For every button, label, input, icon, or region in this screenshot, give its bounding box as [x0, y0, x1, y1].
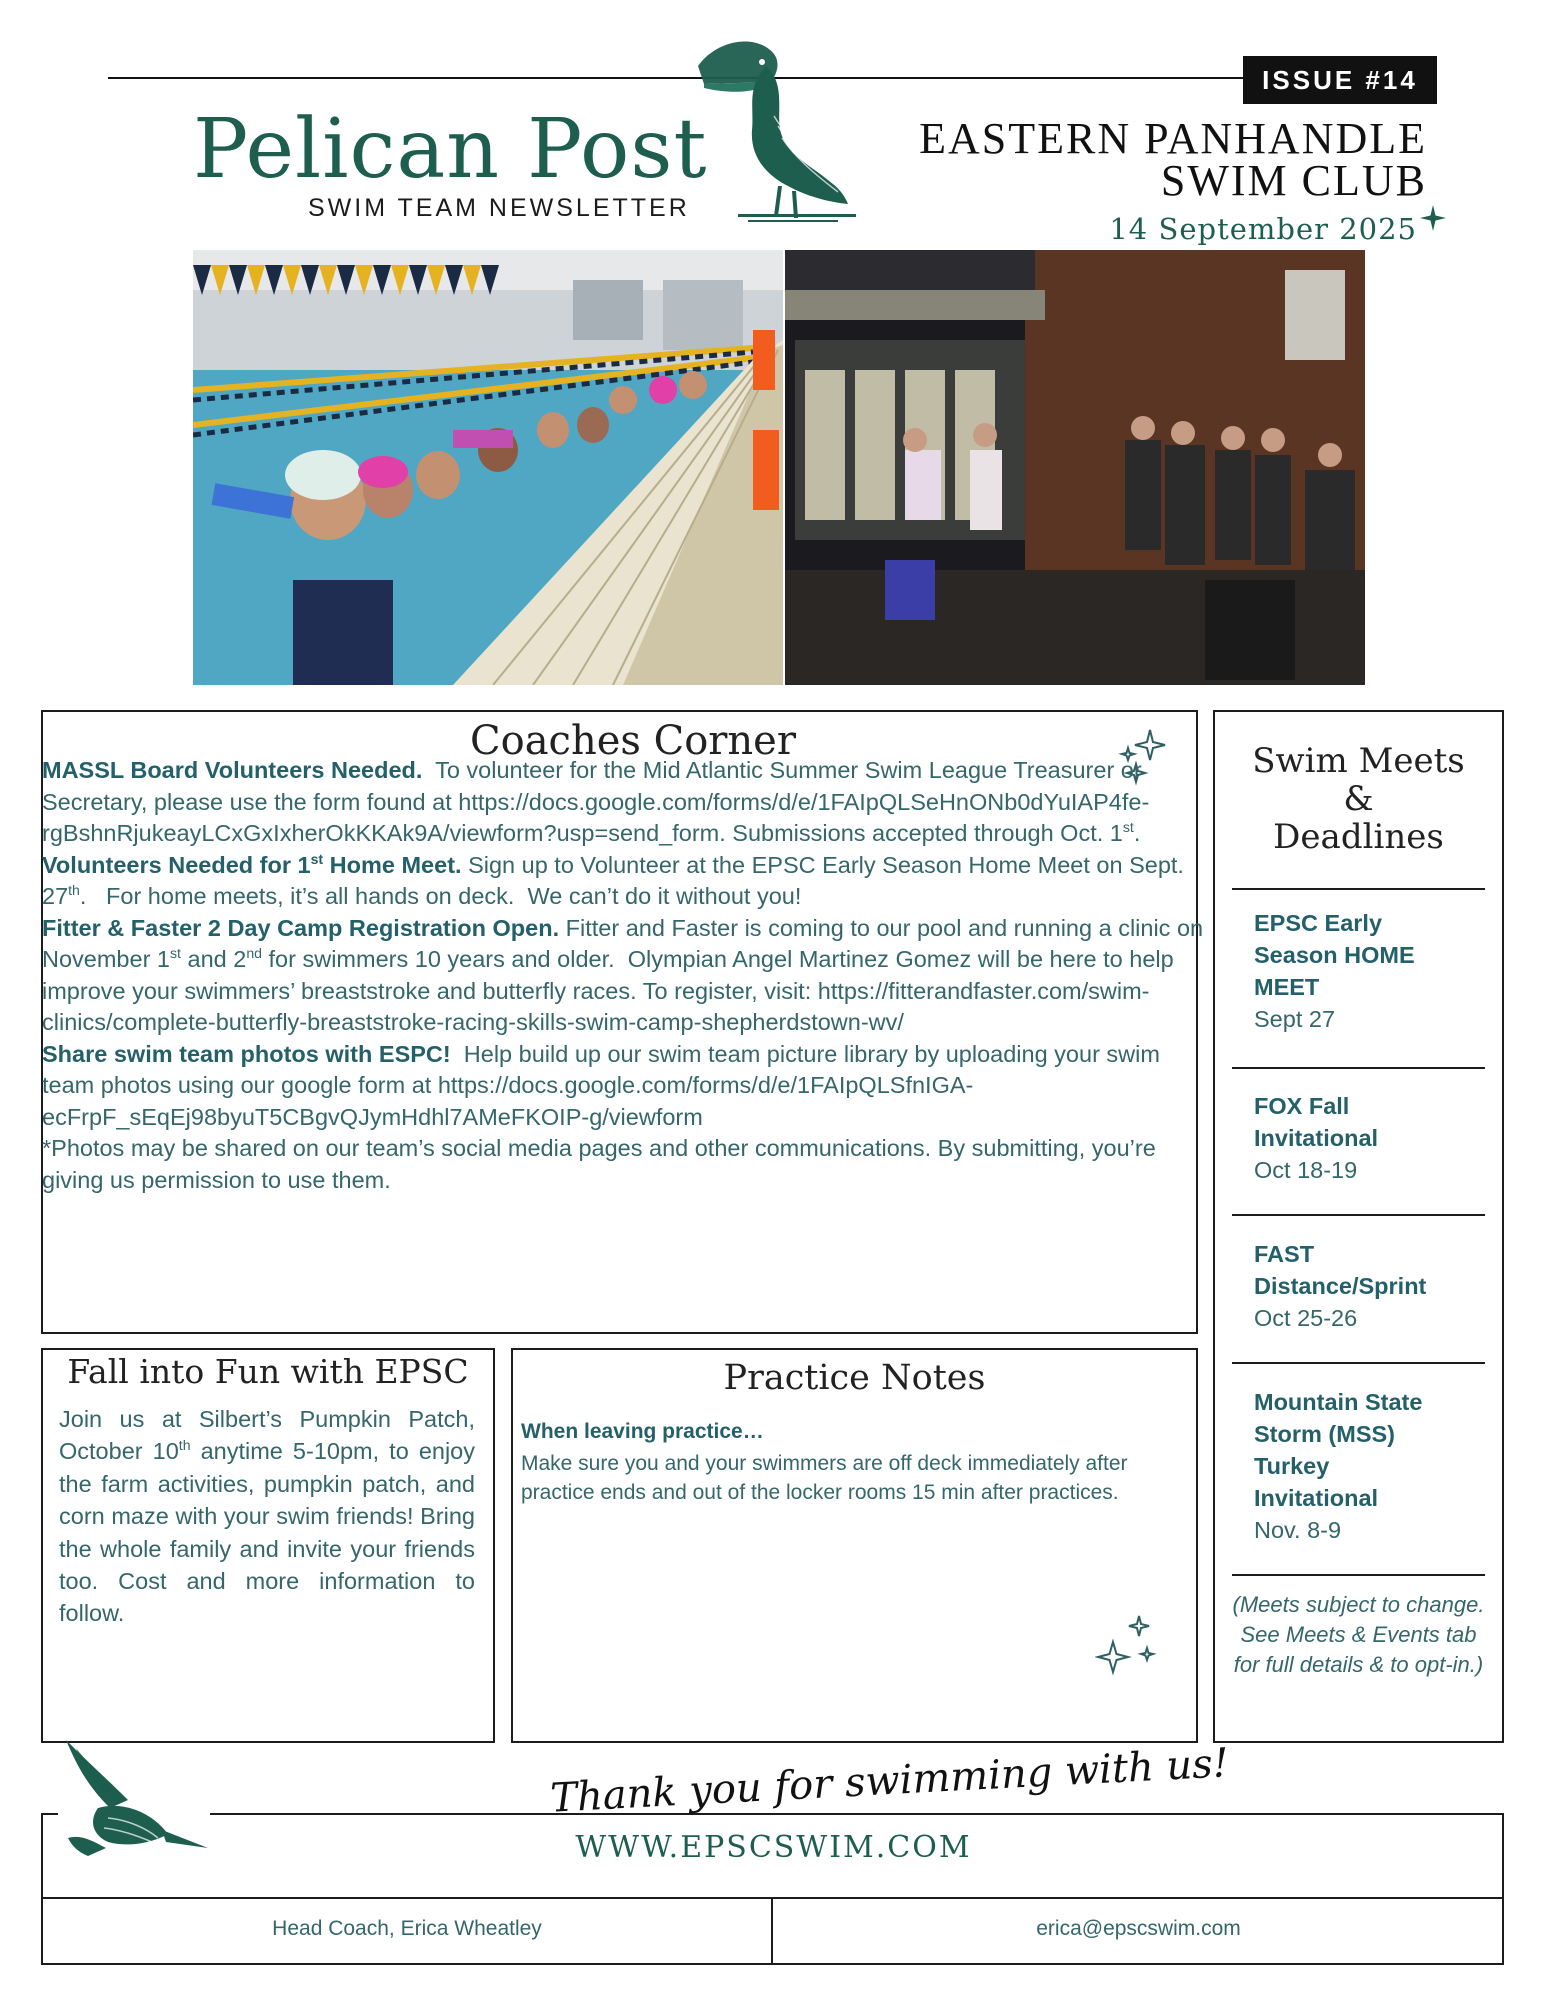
divider	[1232, 1067, 1485, 1069]
coaches-item-massl: MASSL Board Volunteers Needed. To volunteer for the Mid Atlantic Summer Swim League Treasurer or Secretary, please use the form found at https://docs.google.com/forms/d/e/1FAIpQLSeHnONb0dYuIAP4fe-rgBshnRjukeayLCxGxIxherOkKKAk9A/viewform?usp=send_form. Submissions accepted through Oct. 1st.	[42, 757, 1150, 846]
coaches-corner-body	[42, 755, 1212, 1196]
coach-email-link[interactable]: erica@epscswim.com	[1036, 1917, 1241, 1940]
fall-event-body: Join us at Silbert’s Pumpkin Patch, October 10th anytime 5-10pm, to enjoy the farm activities, pumpkin patch, and corn maze with your swim friends! Bring the whole family and invite your friends too. Cost and more information to follow.	[59, 1406, 475, 1627]
issue-badge: ISSUE #14	[1243, 56, 1437, 104]
meet-date: Oct 18-19	[1254, 1157, 1358, 1183]
practice-notes-body: Make sure you and your swimmers are off deck immediately after practice ends and out of the locker rooms 15 min after practices.	[521, 1452, 1128, 1504]
item-heading: MASSL Board Volunteers Needed.	[42, 757, 423, 783]
thank-you-signature: Thank you for swimming with us!	[549, 1740, 1230, 1822]
pool-photo	[193, 250, 783, 685]
club-name: EASTERN PANHANDLE SWIM CLUB	[919, 114, 1427, 205]
pelican-logo-icon	[678, 26, 864, 226]
coaches-item-photos: Share swim team photos with ESPC! Help build up our swim team picture library by uploading your swim team photos using our google form at https://docs.google.com/forms/d/e/1FAIpQLSfnIGA-ecFrpF_sEqEj98byuT5CBgvQJymHdhl7AMeFKOIP-g/viewform	[42, 1040, 1160, 1130]
coaches-item-disclaimer: *Photos may be shared on our team’s social media pages and other communications. By submitting, you’re giving us permission to use them.	[42, 1135, 1156, 1193]
item-heading: Fitter & Faster 2 Day Camp Registration Open.	[42, 914, 560, 941]
coaches-corner-title: Coaches Corner	[470, 718, 796, 764]
coaches-item-home-meet: Volunteers Needed for 1st Home Meet. Sign up to Volunteer at the EPSC Early Season Home Meet on Sept. 27th. For home meets, it’s all hands on deck. We can’t do it without you!	[42, 850, 1184, 909]
photo-form-link[interactable]: https://docs.google.com/forms/d/e/1FAIpQLSfnIGA-ecFrpF_sEqEj98byuT5CBgvQJymHdhl7AMeFKOIP-g/viewform	[42, 1072, 974, 1130]
website-link[interactable]: WWW.EPSCSWIM.COM	[575, 1830, 972, 1865]
practice-notes-title: Practice Notes	[723, 1358, 986, 1398]
issue-date: 14 September 2025	[1109, 212, 1417, 246]
coaches-item-camp: Fitter & Faster 2 Day Camp Registration Open. Fitter and Faster is coming to our pool and running a clinic on November 1st and 2nd for swimmers 10 years and older. Olympian Angel Martinez Gomez will be here to help improve your swimmers’ breaststroke and butterfly races. To register, visit: https://fitterandfaster.com/swim-clinics/complete-butterfly-breaststroke-racing-skills-swim-camp-shepherdstown-wv/	[42, 914, 1204, 1035]
item-heading: Volunteers Needed for 1st Home Meet.	[42, 850, 462, 878]
massl-form-link[interactable]: https://docs.google.com/forms/d/e/1FAIpQLSeHnONb0dYuIAP4fe-rgBshnRjukeayLCxGxIxherOkKKAk9A/viewform?usp=send_form	[42, 788, 1150, 846]
meet-name: FOX Fall Invitational	[1254, 1093, 1379, 1151]
meet-date: Sept 27	[1254, 1006, 1336, 1032]
meet-name: EPSC Early Season HOME MEET	[1254, 910, 1415, 1000]
header-rule	[108, 77, 1246, 79]
meet-date: Oct 25-26	[1254, 1305, 1358, 1331]
flying-pelican-icon	[58, 1738, 210, 1888]
divider	[1232, 1214, 1485, 1216]
divider	[1232, 888, 1485, 890]
meet-item	[1254, 1386, 1494, 1546]
sparkle-icon	[1095, 1614, 1161, 1682]
divider	[1232, 1362, 1485, 1364]
swim-meets-panel	[1213, 710, 1504, 1743]
meets-disclaimer: (Meets subject to change. See Meets & Events tab for full details & to opt-in.)	[1232, 1592, 1485, 1677]
meet-date: Nov. 8-9	[1254, 1517, 1342, 1543]
item-heading: Share swim team photos with ESPC!	[42, 1040, 451, 1067]
meet-name: Mountain State Storm (MSS) Turkey Invitational	[1254, 1389, 1423, 1511]
meet-item	[1254, 907, 1494, 1035]
meet-name: FAST Distance/Sprint	[1254, 1241, 1427, 1299]
sparkle-icon	[1420, 205, 1446, 231]
team-night-photo	[785, 250, 1365, 685]
newsletter-subtitle: SWIM TEAM NEWSLETTER	[308, 194, 690, 222]
meet-item	[1254, 1090, 1494, 1186]
swim-meets-title: Swim Meets & Deadlines	[1252, 741, 1465, 857]
divider	[1232, 1574, 1485, 1576]
practice-notes-heading: When leaving practice…	[521, 1420, 764, 1443]
camp-registration-link[interactable]: https://fitterandfaster.com/swim-clinics/complete-butterfly-breaststroke-racing-skills-swim-camp-shepherdstown-wv/	[42, 977, 1150, 1035]
newsletter-title: Pelican Post	[193, 102, 708, 197]
meet-item	[1254, 1238, 1494, 1334]
practice-notes-panel	[511, 1348, 1198, 1743]
fall-event-title: Fall into Fun with EPSC	[67, 1352, 469, 1391]
head-coach-name: Head Coach, Erica Wheatley	[272, 1917, 542, 1940]
